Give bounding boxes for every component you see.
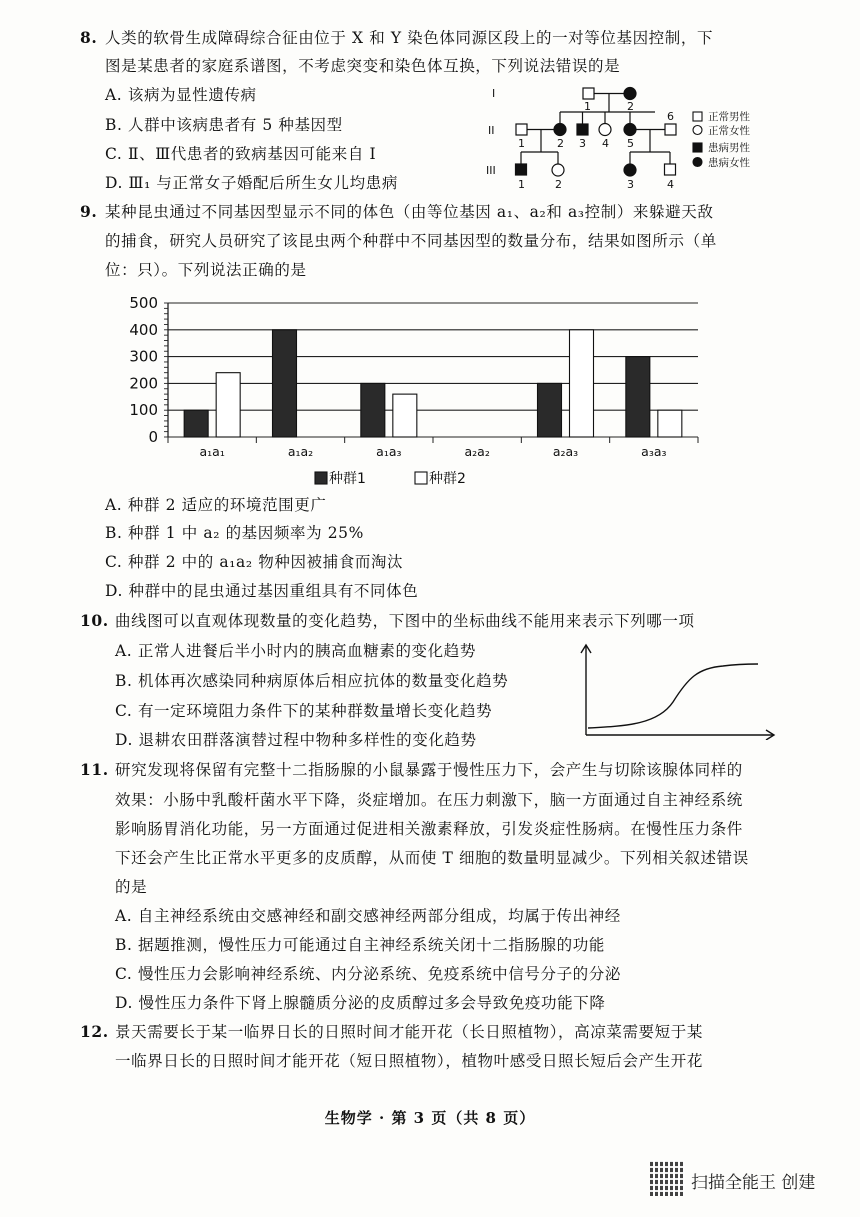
q8-option-a: A. 该病为显性遗传病 — [105, 86, 257, 104]
y-tick-label: 500 — [129, 294, 158, 312]
legend-swatch-1 — [315, 472, 327, 484]
legend-normal-female-icon — [693, 126, 702, 135]
q10-number: 10. — [80, 611, 109, 630]
legend-normal-male-icon — [693, 112, 702, 121]
bar-2-4 — [570, 330, 594, 437]
legend-label-2: 种群2 — [429, 471, 466, 487]
q12-number: 12. — [80, 1022, 109, 1041]
q10-option-c: C. 有一定环境阻力条件下的某种群数量增长变化趋势 — [115, 702, 493, 720]
q8-option-d: D. Ⅲ₁ 与正常女子婚配后所生女儿均患病 — [105, 174, 398, 192]
pedigree-iii3 — [624, 164, 636, 176]
q10-stem-line1: 曲线图可以直观体现数量的变化趋势，下图中的坐标曲线不能用来表示下列哪一项 — [115, 612, 695, 630]
pedigree-iii4 — [665, 164, 676, 175]
pedigree-chart — [480, 82, 780, 192]
legend-affected-female-icon — [693, 158, 702, 167]
q11-stem-line2: 效果：小肠中乳酸杆菌水平下降，炎症增加。在压力刺激下，脑一方面通过自主神经系统 — [115, 791, 743, 809]
q8-option-c: C. Ⅱ、Ⅲ代患者的致病基因可能来自 Ⅰ — [105, 145, 377, 163]
pedigree-ii4 — [599, 124, 611, 136]
s-curve-graph — [578, 640, 778, 740]
bar-2-0 — [216, 373, 240, 437]
legend-affected-male: 患病男性 — [708, 142, 750, 154]
num-i1: 1 — [584, 100, 591, 113]
gen-label-i: I — [492, 87, 496, 100]
pedigree-i2 — [624, 88, 636, 100]
legend-swatch-2 — [415, 472, 427, 484]
q11-option-b: B. 据题推测，慢性压力可能通过自主神经系统关闭十二指肠腺的功能 — [115, 936, 605, 954]
q10-option-a: A. 正常人进餐后半小时内的胰高血糖素的变化趋势 — [115, 642, 476, 660]
legend-label-1: 种群1 — [329, 471, 366, 487]
q9-stem-line2: 的捕食，研究人员研究了该昆虫两个种群中不同基因型的数量分布，结果如图所示（单 — [105, 232, 717, 250]
pedigree-i1 — [583, 88, 594, 99]
q9-option-a: A. 种群 2 适应的环境范围更广 — [105, 496, 327, 514]
gen-label-ii: II — [488, 124, 495, 137]
q9-option-b: B. 种群 1 中 a₂ 的基因频率为 25% — [105, 524, 364, 542]
num-iii2: 2 — [555, 178, 562, 191]
y-tick-label: 200 — [129, 374, 158, 393]
num-ii6: 6 — [667, 110, 674, 123]
pedigree-ii1 — [516, 124, 527, 135]
x-tick-label: a₁a₃ — [376, 444, 402, 459]
legend-affected-female: 患病女性 — [708, 157, 750, 169]
q9-number: 9. — [80, 202, 98, 221]
q9-option-d: D. 种群中的昆虫通过基因重组具有不同体色 — [105, 582, 419, 600]
y-tick-label: 100 — [129, 401, 158, 420]
num-ii5: 5 — [627, 137, 634, 150]
q11-stem-line3: 影响肠胃消化功能，另一方面通过促进相关激素释放，引发炎症性肠病。在慢性压力条件 — [115, 820, 743, 838]
bar-1-2 — [361, 383, 385, 437]
bar-1-5 — [626, 357, 650, 437]
q11-stem-line4: 下还会产生比正常水平更多的皮质醇，从而使 T 细胞的数量明显减少。下列相关叙述错误 — [115, 849, 749, 867]
page-footer: 生物学 · 第 3 页（共 8 页） — [324, 1109, 536, 1127]
q11-option-d: D. 慢性压力条件下肾上腺髓质分泌的皮质醇过多会导致免疫功能下降 — [115, 994, 606, 1012]
legend-normal-female: 正常女性 — [708, 125, 750, 137]
num-i2: 2 — [627, 100, 634, 113]
gen-label-iii: III — [486, 164, 496, 177]
q10-option-d: D. 退耕农田群落演替过程中物种多样性的变化趋势 — [115, 731, 477, 749]
bar-2-2 — [393, 394, 417, 437]
x-tick-label: a₂a₃ — [552, 444, 579, 459]
x-tick-label: a₃a₃ — [641, 444, 667, 459]
legend-affected-male-icon — [693, 143, 702, 152]
num-ii1: 1 — [518, 137, 525, 150]
s-curve — [588, 664, 758, 728]
x-tick-label: a₁a₂ — [287, 444, 314, 459]
q11-option-a: A. 自主神经系统由交感神经和副交感神经两部分组成，均属于传出神经 — [115, 907, 621, 925]
q8-stem-line1: 人类的软骨生成障碍综合征由位于 X 和 Y 染色体同源区段上的一对等位基因控制，下 — [105, 29, 714, 47]
q11-stem-line1: 研究发现将保留有完整十二指肠腺的小鼠暴露于慢性压力下，会产生与切除该腺体同样的 — [115, 761, 743, 779]
q8-stem-line2: 图是某患者的家庭系谱图，不考虑突变和染色体互换，下列说法错误的是 — [105, 57, 621, 75]
pedigree-ii6 — [665, 124, 676, 135]
q11-stem-line5: 的是 — [115, 878, 148, 896]
pedigree-iii2 — [552, 164, 564, 176]
y-tick-label: 0 — [148, 428, 158, 446]
bar-1-1 — [273, 330, 297, 437]
num-iii3: 3 — [627, 178, 634, 191]
q9-stem-line3: 位：只）。下列说法正确的是 — [105, 261, 307, 279]
y-tick-label: 400 — [129, 320, 158, 339]
y-tick-label: 300 — [129, 347, 158, 366]
q12-stem-line2: 一临界日长的日照时间才能开花（短日照植物），植物叶感受日照长短后会产生开花 — [115, 1052, 703, 1070]
q8-number: 8. — [80, 28, 98, 47]
bar-1-0 — [184, 410, 208, 437]
pedigree-ii3 — [577, 124, 588, 135]
num-ii2: 2 — [557, 137, 564, 150]
scanner-watermark: 扫描全能王 创建 — [691, 1173, 816, 1193]
legend-normal-male: 正常男性 — [708, 111, 750, 123]
pedigree-iii1 — [516, 164, 527, 175]
q8-option-b: B. 人群中该病患者有 5 种基因型 — [105, 116, 343, 134]
bar-1-4 — [538, 383, 562, 437]
pedigree-ii5 — [624, 124, 636, 136]
num-iii4: 4 — [667, 178, 674, 191]
num-ii3: 3 — [579, 137, 586, 150]
x-tick-label: a₁a₁ — [199, 444, 225, 459]
num-ii4: 4 — [602, 137, 609, 150]
q10-option-b: B. 机体再次感染同种病原体后相应抗体的数量变化趋势 — [115, 672, 509, 690]
q9-stem-line1: 某种昆虫通过不同基因型显示不同的体色（由等位基因 a₁、a₂和 a₃控制）来躲避天敌 — [105, 203, 714, 221]
q11-number: 11. — [80, 760, 109, 779]
genotype-bar-chart — [120, 290, 710, 495]
bar-2-5 — [658, 410, 682, 437]
q9-option-c: C. 种群 2 中的 a₁a₂ 物种因被捕食而淘汰 — [105, 553, 404, 571]
q12-stem-line1: 景天需要长于某一临界日长的日照时间才能开花（长日照植物），高凉菜需要短于某 — [115, 1023, 703, 1041]
q11-option-c: C. 慢性压力会影响神经系统、内分泌系统、免疫系统中信号分子的分泌 — [115, 965, 621, 983]
x-tick-label: a₂a₂ — [464, 444, 490, 459]
pedigree-ii2 — [554, 124, 566, 136]
num-iii1: 1 — [518, 178, 525, 191]
